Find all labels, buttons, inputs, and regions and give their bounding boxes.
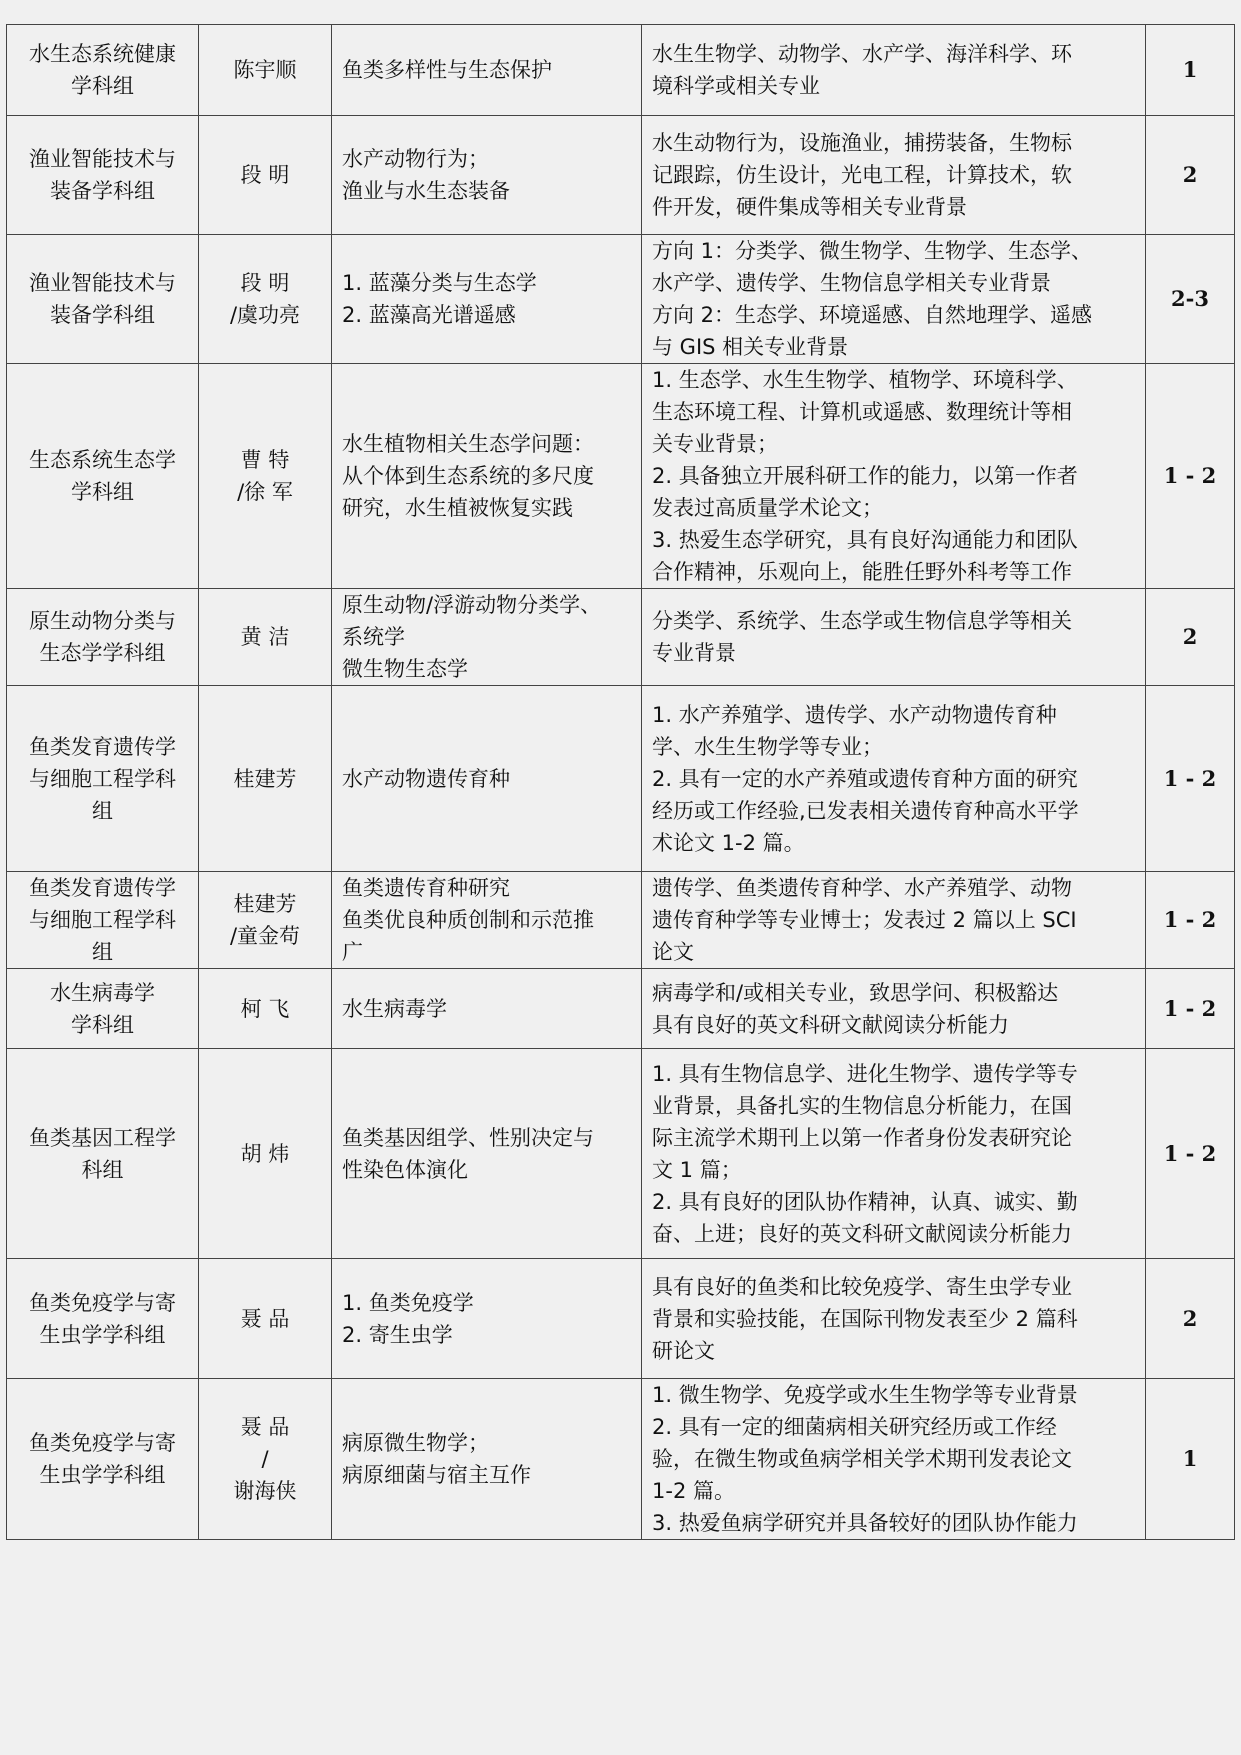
cell-direction — [332, 872, 642, 969]
cell-direction — [332, 25, 642, 116]
cell-requirements-line: 2. 具备独立开展科研工作的能力，以第一作者 — [652, 464, 1078, 488]
cell-tutor-line: /童金苟 — [229, 924, 301, 948]
cell-requirements-line: 关专业背景； — [652, 432, 778, 456]
cell-requirements-line: 方向 2：生态学、环境遥感、自然地理学、遥感 — [652, 303, 1093, 327]
recruitment-table — [6, 24, 1235, 1540]
cell-direction-line: 水生植物相关生态学问题： — [342, 432, 594, 456]
cell-number: 2 — [1146, 1259, 1235, 1379]
cell-group-line: 学科组 — [71, 1012, 134, 1037]
cell-requirements-line: 生态环境工程、计算机或遥感、数理统计等相 — [652, 400, 1072, 424]
cell-requirements-line: 学、水生生物学等专业； — [652, 734, 883, 759]
table-row — [7, 686, 1235, 872]
cell-requirements-line: 奋、上进；良好的英文科研文献阅读分析能力 — [652, 1221, 1072, 1246]
cell-direction-line: 1. 蓝藻分类与生态学 — [342, 271, 537, 295]
cell-requirements-line: 具有良好的英文科研文献阅读分析能力 — [652, 1012, 1009, 1037]
cell-group-line: 与细胞工程学科 — [29, 766, 176, 791]
table-row — [7, 872, 1235, 969]
cell-requirements-line: 1. 水产养殖学、遗传学、水产动物遗传育种 — [652, 702, 1057, 727]
cell-direction-line: 原生动物/浮游动物分类学、 — [342, 593, 602, 617]
cell-requirements-line: 记跟踪，仿生设计，光电工程，计算技术，软 — [652, 163, 1072, 187]
cell-requirements — [642, 1049, 1146, 1259]
cell-direction-line: 性染色体演化 — [342, 1157, 468, 1182]
cell-tutor-line: 谢海侠 — [233, 1479, 297, 1503]
cell-requirements-line: 3. 热爱生态学研究，具有良好沟通能力和团队 — [652, 528, 1078, 552]
cell-direction-line: 微生物生态学 — [342, 657, 468, 681]
cell-requirements-line: 背景和实验技能，在国际刊物发表至少 2 篇科 — [652, 1306, 1078, 1331]
cell-requirements-line: 与 GIS 相关专业背景 — [652, 335, 849, 359]
cell-tutor-line: 柯 飞 — [240, 996, 290, 1021]
cell-group-line: 水生病毒学 — [50, 980, 155, 1005]
cell-requirements — [642, 589, 1146, 686]
cell-requirements-line: 1-2 篇。 — [652, 1479, 735, 1503]
cell-requirements-line: 文 1 篇； — [652, 1157, 742, 1182]
cell-requirements-line: 1. 生态学、水生生物学、植物学、环境科学、 — [652, 368, 1078, 392]
table-row — [7, 969, 1235, 1049]
cell-group — [7, 1049, 199, 1259]
cell-tutor-line: 段 明 — [240, 163, 290, 187]
cell-requirements — [642, 872, 1146, 969]
cell-tutor-line: 聂 品 — [240, 1415, 290, 1439]
cell-direction-line: 研究，水生植被恢复实践 — [342, 496, 573, 520]
cell-group-line: 组 — [92, 798, 113, 823]
cell-direction-line: 2. 寄生虫学 — [342, 1322, 453, 1347]
table-row — [7, 235, 1235, 364]
cell-requirements-line: 1. 微生物学、免疫学或水生生物学等专业背景 — [652, 1383, 1078, 1407]
table-row — [7, 1379, 1235, 1540]
cell-tutor — [199, 872, 332, 969]
cell-group — [7, 969, 199, 1049]
table-row — [7, 116, 1235, 235]
cell-direction — [332, 235, 642, 364]
cell-requirements-line: 研论文 — [652, 1338, 715, 1363]
table-row — [7, 1049, 1235, 1259]
cell-requirements-line: 验，在微生物或鱼病学相关学术期刊发表论文 — [652, 1447, 1072, 1471]
cell-requirements-line: 3. 热爱鱼病学研究并具备较好的团队协作能力 — [652, 1511, 1078, 1535]
cell-group — [7, 235, 199, 364]
cell-tutor-line: 黄 洁 — [240, 625, 290, 649]
cell-requirements — [642, 364, 1146, 589]
cell-direction-line: 渔业与水生态装备 — [342, 179, 510, 203]
cell-number: 2 — [1146, 589, 1235, 686]
table-body — [7, 25, 1235, 1540]
cell-requirements-line: 经历或工作经验,已发表相关遗传育种高水平学 — [652, 798, 1079, 823]
cell-requirements-line: 水生生物学、动物学、水产学、海洋科学、环 — [652, 42, 1072, 66]
cell-tutor-line: 桂建芳 — [233, 892, 297, 916]
cell-group — [7, 1379, 199, 1540]
cell-requirements-line: 分类学、系统学、生态学或生物信息学等相关 — [652, 609, 1072, 633]
cell-direction-line: 水生病毒学 — [342, 996, 447, 1021]
cell-requirements-line: 水产学、遗传学、生物信息学相关专业背景 — [652, 271, 1051, 295]
cell-direction-line: 鱼类多样性与生态保护 — [342, 58, 552, 82]
cell-requirements — [642, 969, 1146, 1049]
cell-tutor-line: /徐 军 — [237, 480, 293, 504]
cell-tutor — [199, 364, 332, 589]
cell-requirements — [642, 1259, 1146, 1379]
cell-tutor — [199, 686, 332, 872]
cell-requirements-line: 2. 具有一定的细菌病相关研究经历或工作经 — [652, 1415, 1057, 1439]
cell-direction-line: 广 — [342, 940, 363, 964]
cell-tutor — [199, 1259, 332, 1379]
cell-direction-line: 鱼类遗传育种研究 — [342, 876, 510, 900]
cell-group-line: 渔业智能技术与 — [29, 147, 176, 171]
cell-group-line: 鱼类免疫学与寄 — [29, 1290, 176, 1315]
cell-group-line: 装备学科组 — [50, 179, 155, 203]
cell-group — [7, 872, 199, 969]
cell-number: 1 — [1146, 25, 1235, 116]
cell-number: 2 — [1146, 116, 1235, 235]
cell-requirements-line: 病毒学和/或相关专业，致思学问、积极豁达 — [652, 980, 1059, 1005]
cell-tutor — [199, 116, 332, 235]
cell-tutor — [199, 25, 332, 116]
cell-group-line: 鱼类基因工程学 — [29, 1125, 176, 1150]
cell-requirements-line: 1. 具有生物信息学、进化生物学、遗传学等专 — [652, 1061, 1078, 1086]
cell-direction — [332, 116, 642, 235]
cell-direction — [332, 589, 642, 686]
cell-group-line: 组 — [92, 940, 113, 964]
cell-direction-line: 鱼类优良种质创制和示范推 — [342, 908, 594, 932]
cell-direction — [332, 364, 642, 589]
cell-direction-line: 水产动物行为； — [342, 147, 489, 171]
cell-requirements-line: 境科学或相关专业 — [652, 74, 820, 98]
cell-group — [7, 1259, 199, 1379]
cell-requirements-line: 业背景，具备扎实的生物信息分析能力，在国 — [652, 1093, 1072, 1118]
cell-tutor-line: 段 明 — [240, 271, 290, 295]
cell-tutor-line: 陈宇顺 — [233, 58, 297, 82]
table-row — [7, 25, 1235, 116]
cell-group-line: 鱼类免疫学与寄 — [29, 1431, 176, 1455]
cell-requirements — [642, 116, 1146, 235]
cell-group-line: 生虫学学科组 — [39, 1322, 166, 1347]
cell-group — [7, 25, 199, 116]
cell-requirements — [642, 25, 1146, 116]
cell-requirements-line: 论文 — [652, 940, 694, 964]
cell-direction-line: 鱼类基因组学、性别决定与 — [342, 1125, 594, 1150]
table-row — [7, 1259, 1235, 1379]
cell-direction — [332, 1379, 642, 1540]
table-row — [7, 364, 1235, 589]
cell-number: 1 - 2 — [1146, 364, 1235, 589]
cell-requirements-line: 合作精神，乐观向上，能胜任野外科考等工作 — [652, 560, 1072, 584]
cell-group-line: 科组 — [81, 1157, 124, 1182]
cell-direction — [332, 1049, 642, 1259]
cell-group — [7, 364, 199, 589]
cell-tutor — [199, 1379, 332, 1540]
cell-direction-line: 1. 鱼类免疫学 — [342, 1290, 474, 1315]
cell-direction-line: 病原微生物学； — [342, 1431, 489, 1455]
cell-tutor-line: /虞功亮 — [229, 303, 301, 327]
cell-number: 2-3 — [1146, 235, 1235, 364]
cell-requirements-line: 专业背景 — [652, 641, 736, 665]
cell-tutor — [199, 589, 332, 686]
cell-tutor — [199, 235, 332, 364]
cell-requirements-line: 2. 具有一定的水产养殖或遗传育种方面的研究 — [652, 766, 1078, 791]
cell-group-line: 原生动物分类与 — [29, 609, 176, 633]
cell-requirements-line: 遗传学、鱼类遗传育种学、水产养殖学、动物 — [652, 876, 1072, 900]
cell-group — [7, 589, 199, 686]
cell-requirements-line: 2. 具有良好的团队协作精神，认真、诚实、勤 — [652, 1189, 1078, 1214]
cell-direction — [332, 969, 642, 1049]
cell-requirements-line: 水生动物行为，设施渔业，捕捞装备，生物标 — [652, 131, 1072, 155]
cell-number: 1 - 2 — [1146, 686, 1235, 872]
cell-group-line: 鱼类发育遗传学 — [29, 734, 176, 759]
cell-direction-line: 水产动物遗传育种 — [342, 766, 510, 791]
cell-group — [7, 686, 199, 872]
cell-tutor — [199, 969, 332, 1049]
cell-requirements-line: 术论文 1-2 篇。 — [652, 830, 805, 855]
cell-requirements — [642, 1379, 1146, 1540]
table-row — [7, 589, 1235, 686]
cell-group — [7, 116, 199, 235]
cell-group-line: 鱼类发育遗传学 — [29, 876, 176, 900]
cell-direction — [332, 686, 642, 872]
cell-tutor-line: 桂建芳 — [233, 766, 297, 791]
cell-direction-line: 2. 蓝藻高光谱遥感 — [342, 303, 516, 327]
cell-requirements-line: 具有良好的鱼类和比较免疫学、寄生虫学专业 — [652, 1274, 1072, 1299]
cell-number: 1 - 2 — [1146, 1049, 1235, 1259]
cell-number: 1 - 2 — [1146, 872, 1235, 969]
cell-group-line: 生态系统生态学 — [29, 448, 176, 472]
cell-tutor-line: 聂 品 — [240, 1306, 290, 1331]
cell-tutor-line: / — [261, 1447, 269, 1471]
cell-group-line: 装备学科组 — [50, 303, 155, 327]
cell-group-line: 生虫学学科组 — [39, 1463, 166, 1487]
cell-number: 1 — [1146, 1379, 1235, 1540]
cell-requirements — [642, 235, 1146, 364]
cell-group-line: 生态学学科组 — [39, 641, 166, 665]
cell-number: 1 - 2 — [1146, 969, 1235, 1049]
cell-direction-line: 病原细菌与宿主互作 — [342, 1463, 531, 1487]
cell-requirements-line: 方向 1：分类学、微生物学、生物学、生态学、 — [652, 239, 1093, 263]
cell-direction-line: 系统学 — [342, 625, 405, 649]
cell-tutor-line: 胡 炜 — [240, 1141, 290, 1166]
cell-group-line: 渔业智能技术与 — [29, 271, 176, 295]
cell-requirements-line: 件开发，硬件集成等相关专业背景 — [652, 195, 967, 219]
cell-requirements — [642, 686, 1146, 872]
cell-group-line: 与细胞工程学科 — [29, 908, 176, 932]
cell-direction — [332, 1259, 642, 1379]
cell-tutor — [199, 1049, 332, 1259]
cell-requirements-line: 发表过高质量学术论文； — [652, 496, 883, 520]
cell-group-line: 水生态系统健康 — [29, 42, 176, 66]
cell-requirements-line: 际主流学术期刊上以第一作者身份发表研究论 — [652, 1125, 1072, 1150]
cell-requirements-line: 遗传育种学等专业博士；发表过 2 篇以上 SCI — [652, 908, 1077, 932]
cell-group-line: 学科组 — [71, 74, 134, 98]
cell-tutor-line: 曹 特 — [240, 448, 290, 472]
cell-direction-line: 从个体到生态系统的多尺度 — [342, 464, 594, 488]
cell-group-line: 学科组 — [71, 480, 134, 504]
